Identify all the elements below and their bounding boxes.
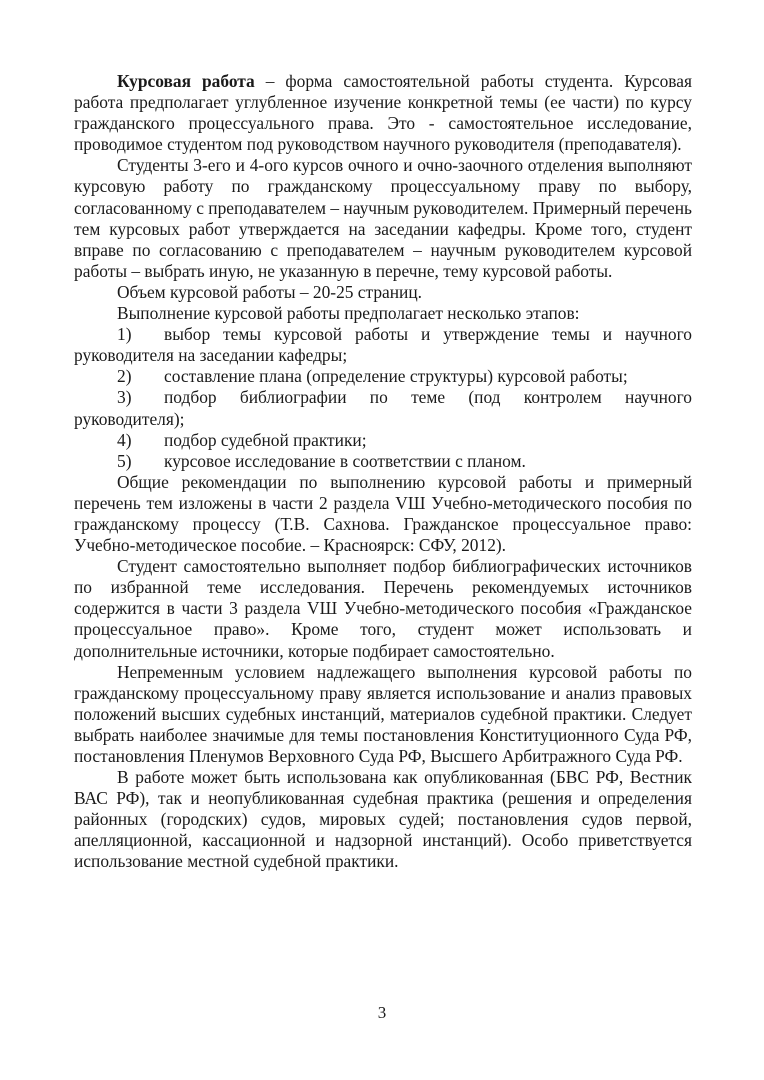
paragraph-case-law-sources: В работе может быть использована как опубликованная (БВС РФ, Вестник ВАС РФ), так и неопубликованная судебная практика (решения и определения районных (городских) судов, мировых судей; постановления судов первой, апелляционной, кассационной и надзорной инстанций). Особо приветствуется использование местной судебной практики. (74, 767, 692, 872)
step-text: выбор темы курсовой работы и утверждение темы и научного руководителя на заседании кафедры; (74, 324, 692, 366)
list-item-step-4 (74, 430, 692, 451)
list-item-step-1 (74, 324, 692, 366)
paragraph-students: Студенты 3-его и 4-ого курсов очного и очно-заочного отделения выполняют курсовую работу по гражданскому процессуальному праву по выбору, согласованному с преподавателем – научным руководителем. Примерный перечень тем курсовых работ утверждается на заседании кафедры. Кроме того, студент вправе по согласованию с преподавателем – научным руководителем курсовой работы – выбрать иную, не указанную в перечне, тему курсовой работы. (74, 155, 692, 281)
step-text: курсовое исследование в соответствии с планом. (164, 450, 526, 471)
paragraph-stages-intro: Выполнение курсовой работы предполагает несколько этапов: (117, 303, 580, 324)
page-number: 3 (377, 1003, 387, 1022)
list-item-step-3 (74, 387, 692, 429)
paragraph-coursework-definition (74, 71, 692, 155)
term-coursework: Курсовая работа (117, 71, 255, 91)
list-item-step-2 (74, 366, 692, 387)
step-number: 4) (117, 429, 132, 450)
list-item-step-5 (74, 451, 692, 472)
step-number: 1) (117, 324, 132, 345)
definition-text: – форма самостоятельной работы студента. Курсовая работа предполагает углубленное изучение конкретной темы (ее части) по курсу гражданского процессуального права. Это - самостоятельное исследование, проводимое студентом под руководством научного руководителя (преподавателя). (74, 71, 692, 155)
paragraph-volume: Объем курсовой работы – 20-25 страниц. (117, 281, 423, 302)
step-number: 5) (117, 450, 132, 471)
step-text: составление плана (определение структуры) курсовой работы; (164, 366, 628, 387)
paragraph-case-law-requirement: Непременным условием надлежащего выполнения курсовой работы по гражданскому процессуальному праву является использование и анализ правовых положений высших судебных инстанций, материалов судебной практики. Следует выбрать наиболее значимые для темы постановления Конституционного Суда РФ, постановления Пленумов Верховного Суда РФ, Высшего Арбитражного Суда РФ. (74, 661, 692, 766)
step-number: 3) (117, 387, 132, 408)
paragraph-recommendations: Общие рекомендации по выполнению курсовой работы и примерный перечень тем изложены в части 2 раздела VШ Учебно-методического пособия по гражданскому процессу (Т.В. Сахнова. Гражданское процессуальное право: Учебно-методическое пособие. – Красноярск: СФУ, 2012). (74, 471, 692, 556)
body-text (74, 71, 692, 873)
paragraph-bibliography: Студент самостоятельно выполняет подбор библиографических источников по избранной теме исследования. Перечень рекомендуемых источников содержится в части 3 раздела VШ Учебно-методического пособия «Гражданское процессуальное право». Кроме того, студент может использовать и дополнительные источники, которые подбирает самостоятельно. (74, 556, 692, 661)
step-text: подбор судебной практики; (164, 429, 367, 450)
step-text: подбор библиографии по теме (под контролем научного руководителя); (74, 387, 692, 429)
step-number: 2) (117, 366, 132, 387)
